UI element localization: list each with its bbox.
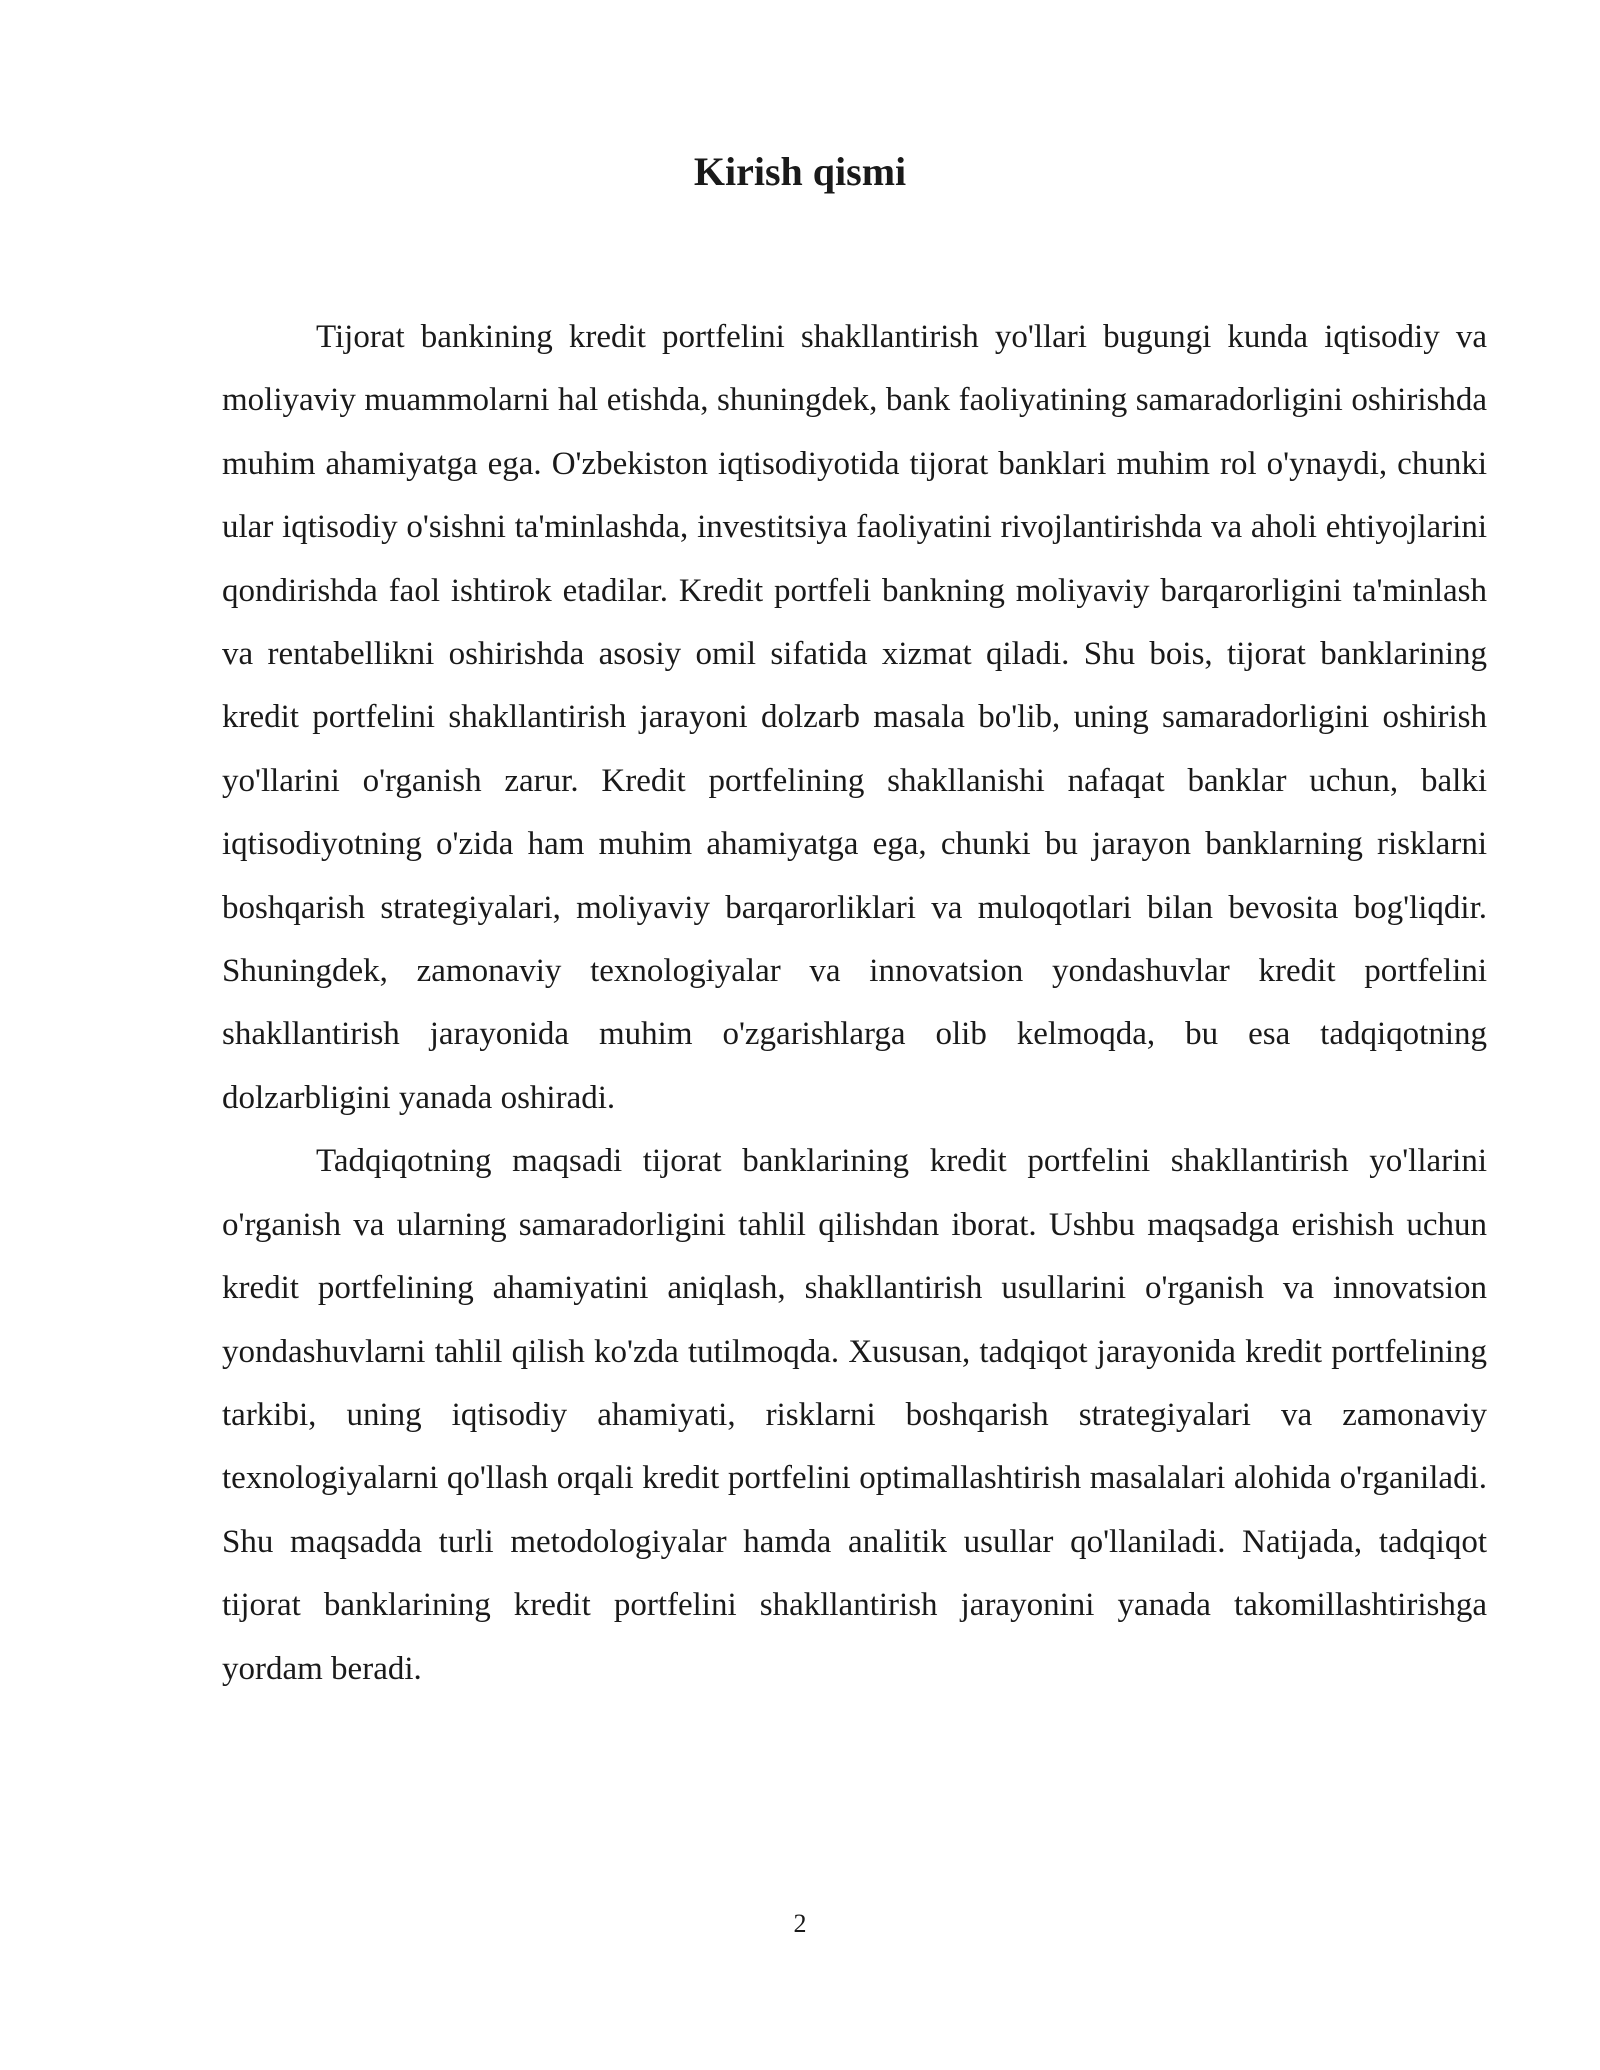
paragraph-research-goal: Tadqiqotning maqsadi tijorat banklarining kredit portfelini shakllantirish yo'llarini o'rganish va ularning samaradorligini tahlil qilishdan iborat. Ushbu maqsadga erishish uchun kredit portfelining ahamiyatini aniqlash, shakllantirish usullarini o'rganish va innovatsion yondashuvlarni tahlil qilish ko'zda tutilmoqda. Xususan, tadqiqot jarayonida kredit portfelining tarkibi, uning iqtisodiy ahamiyati, risklarni boshqarish strategiyalari va zamonaviy texnologiyalarni qo'llash orqali kredit portfelini optimallashtirish masalalari alohida o'rganiladi. Shu maqsadda turli metodologiyalar hamda analitik usullar qo'llaniladi. Natijada, tadqiqot tijorat banklarining kredit portfelini shakllantirish jarayonini yanada takomillashtirishga yordam beradi. (222, 1143, 1487, 1687)
page-title: Kirish qismi (693, 149, 907, 194)
body-text (222, 306, 1487, 1701)
page-number: 2 (793, 1909, 807, 1938)
paragraph-introduction: Tijorat bankining kredit portfelini shakllantirish yo'llari bugungi kunda iqtisodiy va moliyaviy muammolarni hal etishda, shuningdek, bank faoliyatining samaradorligini oshirishda muhim ahamiyatga ega. O'zbekiston iqtisodiyotida tijorat banklari muhim rol o'ynaydi, chunki ular iqtisodiy o'sishni ta'minlashda, investitsiya faoliyatini rivojlantirishda va aholi ehtiyojlarini qondirishda faol ishtirok etadilar. Kredit portfeli bankning moliyaviy barqarorligini ta'minlash va rentabellikni oshirishda asosiy omil sifatida xizmat qiladi. Shu bois, tijorat banklarining kredit portfelini shakllantirish jarayoni dolzarb masala bo'lib, uning samaradorligini oshirish yo'llarini o'rganish zarur. Kredit portfelining shakllanishi nafaqat banklar uchun, balki iqtisodiyotning o'zida ham muhim ahamiyatga ega, chunki bu jarayon banklarning risklarni boshqarish strategiyalari, moliyaviy barqarorliklari va muloqotlari bilan bevosita bog'liqdir. Shuningdek, zamonaviy texnologiyalar va innovatsion yondashuvlar kredit portfelini shakllantirish jarayonida muhim o'zgarishlarga olib kelmoqda, bu esa tadqiqotning dolzarbligini yanada oshiradi. (222, 319, 1487, 1116)
